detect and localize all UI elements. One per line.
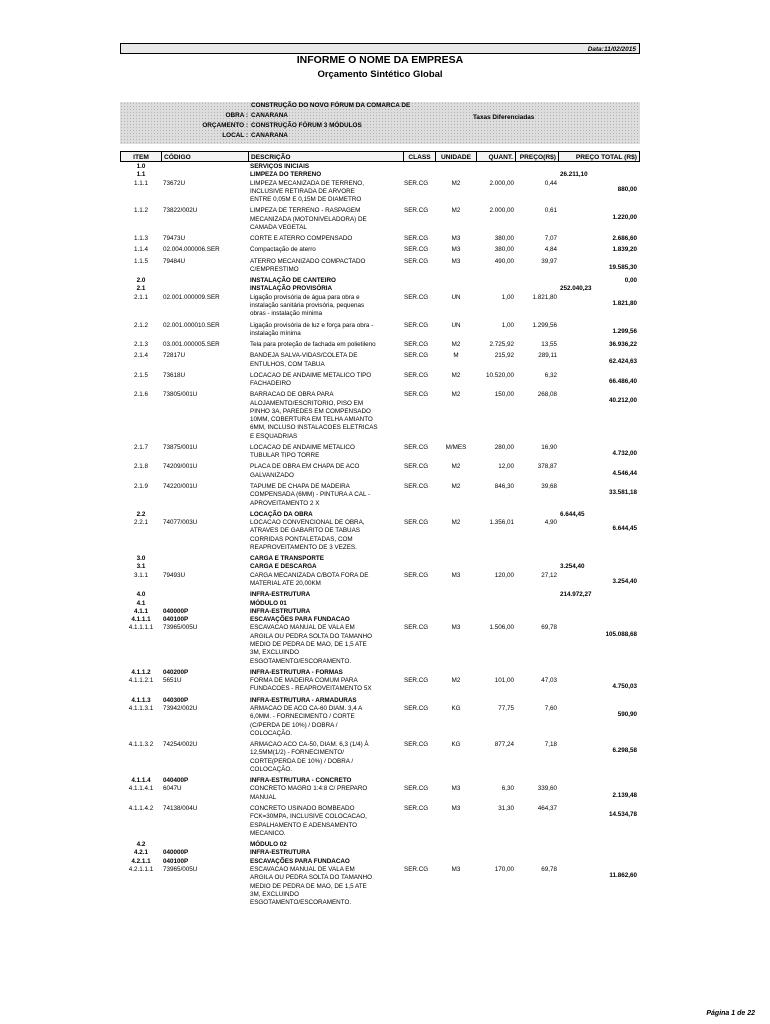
item-unit: M3	[451, 804, 461, 812]
item-number: 4.1.1	[133, 607, 148, 615]
project-info	[120, 102, 640, 144]
item-code: 03.001.000005.SER	[163, 341, 220, 348]
item-unit: KG	[451, 704, 461, 712]
item-class: SER.CG	[404, 179, 429, 187]
item-total: 1.220,00	[612, 213, 637, 221]
col-preco: PREÇO(R$)	[515, 151, 559, 162]
item-description: Tela para proteção de fachada em polietileno	[250, 341, 376, 348]
item-code: 040000P	[163, 607, 189, 615]
item-unit-price: 268,08	[537, 391, 557, 399]
item-description: ATERRO MECANIZADO COMPACTADO	[250, 257, 366, 265]
item-description: ESCAVAÇÕES PARA FUNDACAO	[250, 616, 350, 624]
project-title: CONSTRUÇÃO DO NOVO FÓRUM DA COMARCA DE	[251, 102, 411, 109]
item-code: 73805/001U	[163, 391, 198, 399]
item-description: LOCACAO DE ANDAIME METALICO TIPO	[250, 371, 372, 379]
item-number: 2.1.1	[133, 293, 148, 301]
item-description: ESGOTAMENTO/ESCORAMENTO.	[250, 657, 352, 665]
item-class: SER.CG	[404, 704, 429, 712]
item-description: Ligação provisória de água para obra e	[250, 293, 360, 301]
item-number: 1.1.4	[133, 246, 148, 254]
item-description: COMPENSADA (6MM) - PINTURA A CAL -	[250, 491, 371, 499]
item-description: INSTALAÇÃO PROVISÓRIA	[250, 285, 333, 293]
item-class: SER.CG	[404, 207, 429, 215]
col-descricao: DESCRIÇÃO	[248, 151, 404, 162]
item-quantity: 170,00	[494, 865, 514, 873]
item-total: 4.750,03	[612, 683, 637, 691]
item-number: 2.1.2	[133, 321, 148, 329]
item-description: INFRA-ESTRUTURA - FORMAS	[250, 668, 343, 676]
local-label: LOCAL :	[222, 132, 248, 139]
item-code: 02.004.000006.SER	[163, 246, 220, 254]
item-code: 02.001.000009.SER	[163, 293, 220, 301]
item-quantity: 101,00	[494, 677, 514, 685]
item-code: 73942/002U	[163, 704, 198, 712]
item-total: 1.821,80	[612, 299, 637, 307]
item-description: MANUAL	[250, 793, 277, 801]
item-unit-price: 4,90	[544, 519, 557, 526]
item-unit: M3	[451, 235, 461, 243]
group-total: 26.211,10	[560, 171, 588, 179]
item-description: GALVANIZADO	[250, 471, 294, 479]
item-class: SER.CG	[404, 352, 429, 360]
item-description: FORMA DE MADEIRA COMUM PARA	[250, 677, 358, 685]
item-code: 040000P	[163, 849, 189, 857]
item-class: SER.CG	[404, 235, 429, 243]
item-total: 33.581,18	[608, 489, 637, 497]
item-description: 6MM, INCLUSO INSTALACOES ELETRICAS	[250, 424, 378, 432]
item-total: 6.298,58	[612, 747, 637, 755]
item-description: CARGA E DESCARGA	[250, 563, 317, 571]
item-code: 73672U	[163, 179, 186, 187]
item-quantity: 1,00	[501, 293, 514, 301]
item-number: 1.1.2	[133, 207, 148, 215]
col-item: ITEM	[120, 151, 162, 162]
item-quantity: 280,00	[494, 443, 514, 451]
item-quantity: 1,00	[501, 321, 514, 329]
item-description: ENTULHOS, COM TABUA	[250, 360, 325, 368]
item-unit: UN	[451, 321, 461, 329]
item-total: 1.299,56	[612, 327, 637, 335]
item-description: ARGILA OU PEDRA SOLTA DO TAMANHO	[250, 874, 373, 882]
item-description: ARMACAO ACO CA-50, DIAM. 6,3 (1/4) À	[250, 741, 369, 748]
page-number: Página 1 de 22	[706, 1010, 755, 1017]
item-number: 2.2.1	[133, 519, 148, 526]
item-unit: M2	[451, 179, 461, 187]
item-code: 040300P	[163, 696, 189, 704]
item-class: SER.CG	[404, 624, 429, 632]
item-number: 1.0	[136, 163, 146, 170]
item-quantity: 10.520,00	[485, 371, 514, 379]
item-description: CARGA E TRANSPORTE	[250, 555, 324, 563]
item-description: MÓDULO 02	[250, 841, 287, 848]
item-code: 79473U	[163, 235, 186, 243]
item-unit-price: 39,97	[541, 257, 557, 265]
item-quantity: 1.356,01	[489, 519, 514, 526]
item-description: Ligação provisória de luz e força para obra -	[250, 321, 374, 329]
item-unit: M3	[451, 865, 461, 873]
print-date: Data:11/02/2015	[587, 46, 636, 53]
item-description: C/EMPRESTIMO	[250, 265, 299, 273]
item-unit-price: 0,61	[544, 207, 557, 215]
obra-label: OBRA :	[225, 112, 248, 119]
item-class: SER.CG	[404, 341, 429, 348]
item-code: 040100P	[163, 616, 189, 624]
item-description: MEDIO DE PEDRA DE MAO, DE 1,5 ATE	[250, 641, 367, 648]
item-description: SERVIÇOS INICIAIS	[250, 163, 310, 170]
item-description: E ESQUADRIAS	[250, 432, 298, 440]
item-number: 2.1.5	[133, 371, 148, 379]
item-class: SER.CG	[404, 443, 429, 451]
item-unit: M/MES	[445, 443, 467, 451]
item-number: 2.1.4	[133, 352, 148, 360]
local-value: CANARANA	[251, 132, 288, 139]
item-description: LOCAÇÃO DA OBRA	[250, 510, 313, 518]
item-code: 040200P	[163, 668, 189, 676]
item-quantity: 120,00	[494, 571, 514, 579]
item-description: obras - instalação mínima	[250, 310, 323, 318]
item-number: 2.2	[136, 510, 146, 518]
item-code: 73822/002U	[163, 207, 198, 215]
orcamento-value: CONSTRUÇÃO FÓRUM 3 MÓDULOS	[251, 122, 362, 129]
item-total: 19.585,30	[608, 263, 637, 271]
item-unit: M2	[451, 519, 461, 526]
item-quantity: 1.506,00	[489, 624, 514, 632]
item-code: 040400P	[163, 777, 189, 785]
item-code: 74220/001U	[163, 482, 198, 490]
item-description: PLACA DE OBRA EM CHAPA DE ACO	[250, 463, 360, 471]
item-number: 4.2	[136, 841, 146, 848]
item-code: 74209/001U	[163, 463, 198, 471]
item-description: ARGILA OU PEDRA SOLTA DO TAMANHO	[250, 632, 373, 640]
group-total: 252.040,23	[560, 285, 592, 293]
item-description: ENTRE 0,05M E 0,15M DE DIAMETRO	[250, 196, 362, 204]
item-unit: M2	[451, 677, 461, 685]
item-total: 40.212,00	[608, 397, 637, 405]
item-number: 4.2.1.1	[131, 857, 151, 865]
item-unit-price: 27,12	[541, 571, 557, 579]
item-total: 105.088,68	[605, 630, 637, 638]
item-unit-price: 69,78	[541, 624, 557, 632]
item-description: TUBULAR TIPO TORRE	[250, 452, 320, 460]
item-code: 02.001.000010.SER	[163, 321, 220, 329]
item-unit-price: 47,03	[541, 677, 557, 685]
item-unit-price: 39,68	[541, 482, 557, 490]
item-unit: M3	[451, 571, 461, 579]
item-total: 4.732,00	[612, 450, 637, 458]
item-total: 62.424,63	[608, 358, 637, 366]
group-total: 6.644,45	[560, 510, 585, 518]
item-quantity: 215,92	[494, 352, 514, 360]
item-class: SER.CG	[404, 246, 429, 254]
item-quantity: 846,30	[494, 482, 514, 490]
group-total: 3.254,40	[560, 563, 585, 571]
item-total: 2.686,60	[612, 235, 637, 243]
col-codigo: CÓDIGO	[161, 151, 249, 162]
item-description: MATERIAL ATE 20,00KM	[250, 580, 321, 587]
item-code: 73875/001U	[163, 443, 198, 451]
item-description: COLOCAÇÃO.	[250, 765, 292, 773]
item-number: 4.2.1.1.1	[128, 865, 154, 873]
item-number: 2.1.3	[133, 341, 148, 348]
item-description: CONCRETO MAGRO 1:4:8 C/ PREPARO	[250, 785, 368, 793]
item-code: 73965/005U	[163, 865, 198, 873]
item-description: CARGA MECANIZADA C/BOTA FORA DE	[250, 571, 369, 579]
item-description: CAMADA VEGETAL	[250, 224, 307, 231]
item-total: 11.862,60	[609, 872, 637, 880]
item-quantity: 150,00	[494, 391, 514, 399]
item-class: SER.CG	[404, 463, 429, 471]
item-total: 66.486,40	[608, 377, 637, 385]
item-description: LOCACAO DE ANDAIME METALICO	[250, 443, 355, 451]
item-number: 1.1.5	[133, 257, 148, 265]
item-code: 5651U	[163, 677, 182, 685]
item-description: 3M, EXCLUINDO	[250, 890, 299, 898]
item-quantity: 6,30	[501, 785, 514, 793]
item-unit-price: 16,90	[541, 443, 557, 451]
item-total: 590,90	[617, 711, 637, 719]
item-number: 4.1.1.1	[131, 616, 151, 624]
item-quantity: 31,30	[498, 804, 514, 812]
date-box	[120, 43, 640, 54]
item-description: INFRA-ESTRUTURA	[250, 607, 311, 615]
item-description: 6,0MM. - FORNECIMENTO / CORTE	[250, 713, 355, 721]
item-code: 73618U	[163, 371, 186, 379]
item-code: 6047U	[163, 785, 182, 793]
item-description: FACHADEIRO	[250, 380, 291, 387]
group-total: 214.972,27	[560, 591, 592, 599]
item-description: MECANIZADA (MOTONIVELADORA) DE	[250, 215, 367, 223]
item-number: 2.0	[136, 277, 146, 285]
item-unit: M2	[451, 463, 461, 471]
item-total: 4.546,44	[612, 469, 637, 477]
item-description: CONCRETO USINADO BOMBEADO	[250, 804, 355, 812]
item-unit: UN	[451, 293, 461, 301]
item-description: MECANICO.	[250, 829, 286, 837]
item-number: 4.1.1.4.2	[128, 804, 154, 812]
item-description: (C/PERDA DE 10%) / DOBRA /	[250, 721, 338, 729]
item-description: ESGOTAMENTO/ESCORAMENTO.	[250, 899, 352, 907]
item-class: SER.CG	[404, 391, 429, 399]
item-code: 74254/002U	[163, 741, 198, 748]
item-number: 2.1.8	[133, 463, 148, 471]
item-description: instalação sanitária provisória, pequenas	[250, 302, 365, 309]
item-description: LIMPEZA DO TERRENO	[250, 171, 322, 179]
item-unit-price: 464,37	[537, 804, 557, 812]
item-total: 0,00	[624, 277, 637, 285]
item-class: SER.CG	[404, 804, 429, 812]
item-description: ESCAVACAO MANUAL DE VALA EM	[250, 624, 355, 632]
item-description: ESCAVAÇÕES PARA FUNDACAO	[250, 857, 350, 865]
item-class: SER.CG	[404, 741, 429, 748]
item-description: CORTE E ATERRO COMPENSADO	[250, 235, 353, 243]
item-code: 74138/004U	[163, 804, 198, 812]
item-class: SER.CG	[404, 321, 429, 329]
item-description: ARMACAO DE ACO CA-60 DIAM. 3,4 A	[250, 704, 363, 712]
item-total: 880,00	[617, 185, 637, 193]
item-unit-price: 13,55	[541, 341, 557, 348]
item-unit-price: 6,32	[544, 371, 557, 379]
item-number: 2.1.9	[133, 482, 148, 490]
item-unit: M3	[451, 785, 461, 793]
item-description: Compactação de aterro	[250, 246, 316, 254]
item-number: 4.1.1.1.1	[128, 624, 154, 632]
item-unit-price: 1.821,80	[532, 293, 557, 301]
item-description: FCK=30MPA, INCLUSIVE COLOCACAO,	[250, 813, 367, 821]
item-unit-price: 378,87	[537, 463, 557, 471]
item-description: FUNDACOES - REAPROVEITAMENTO 5X	[250, 685, 372, 693]
item-description: instalação mínima	[250, 329, 301, 337]
item-description: INFRA-ESTRUTURA	[250, 591, 311, 599]
item-code: 040100P	[163, 857, 189, 865]
item-number: 4.1.1.2	[131, 668, 151, 676]
item-description: PINHO 3A, PAREDES EM COMPENSADO	[250, 407, 371, 415]
item-number: 2.1.6	[133, 391, 148, 399]
item-total: 1.839,20	[612, 246, 637, 254]
item-unit: M3	[451, 246, 461, 254]
obra-value: CANARANA	[251, 112, 288, 119]
item-description: ALOJAMENTO/ESCRITORIO, PISO EM	[250, 399, 364, 407]
item-code: 72817U	[163, 352, 186, 360]
item-code: 73965/005U	[163, 624, 198, 632]
item-unit-price: 289,11	[538, 352, 557, 360]
item-number: 3.1	[136, 563, 146, 571]
item-code: 79493U	[163, 571, 186, 579]
report-title: Orçamento Sintético Global	[317, 69, 443, 80]
item-unit: M2	[451, 391, 461, 399]
item-description: LIMPEZA DE TERRENO - RASPAGEM	[250, 207, 361, 215]
item-number: 2.1	[136, 285, 146, 293]
item-unit-price: 7,07	[544, 235, 557, 243]
item-description: ATRAVES DE GABARITO DE TABUAS	[250, 527, 360, 535]
item-unit: M2	[451, 482, 461, 490]
item-description: ESPALHAMENTO E ADENSAMENTO	[250, 821, 358, 829]
item-quantity: 77,75	[498, 704, 514, 712]
item-description: INFRA-ESTRUTURA	[250, 849, 311, 857]
item-quantity: 490,00	[494, 257, 514, 265]
company-name: INFORME O NOME DA EMPRESA	[296, 54, 464, 66]
item-number: 2.1.7	[133, 443, 148, 451]
item-description: CORTE(PERDA DE 10%) / DOBRA /	[250, 757, 354, 765]
item-unit-price: 1.299,56	[532, 321, 557, 329]
item-description: 10MM, COBERTURA EM TELHA AMIANTO	[250, 416, 373, 424]
col-class: CLASS	[403, 151, 436, 162]
col-total: PREÇO TOTAL (R$)	[558, 151, 640, 162]
taxas-label: Taxas Diferenciadas	[473, 114, 535, 121]
item-number: 3.1.1	[133, 571, 148, 579]
item-quantity: 2.725,92	[489, 341, 514, 348]
item-number: 4.1.1.3	[131, 696, 151, 704]
item-unit-price: 7,18	[544, 741, 557, 748]
item-description: 3M, EXCLUINDO	[250, 649, 299, 657]
item-class: SER.CG	[404, 785, 429, 793]
item-number: 4.0	[136, 591, 146, 599]
item-number: 1.1.1	[133, 179, 148, 187]
item-total: 2.139,48	[612, 791, 637, 799]
item-unit: KG	[451, 741, 461, 748]
item-class: SER.CG	[404, 865, 429, 873]
item-unit-price: 0,44	[544, 179, 557, 187]
item-description: ESCAVACAO MANUAL DE VALA EM	[250, 865, 355, 873]
item-description: 12,5MM(1/2) - FORNECIMENTO/	[250, 749, 344, 757]
item-code: 74077/003U	[163, 519, 198, 526]
item-unit: M3	[451, 257, 461, 265]
item-total: 3.254,40	[612, 577, 637, 585]
item-class: SER.CG	[404, 371, 429, 379]
col-quant: QUANT.	[476, 151, 516, 162]
item-class: SER.CG	[404, 677, 429, 685]
item-quantity: 380,00	[494, 235, 514, 243]
item-number: 1.1.3	[133, 235, 148, 243]
item-description: BANDEJA SALVA-VIDAS/COLETA DE	[250, 352, 358, 360]
item-number: 4.1.1.2.1	[128, 677, 154, 685]
item-unit-price: 69,78	[541, 865, 557, 873]
item-number: 4.1.1.4	[131, 777, 151, 785]
item-description: LOCACAO CONVENCIONAL DE OBRA,	[250, 519, 365, 526]
item-unit-price: 4,84	[544, 246, 557, 254]
item-description: COLOCAÇÃO.	[250, 729, 292, 737]
item-description: INCLUSIVE RETIRADA DE ARVORE	[250, 187, 355, 195]
item-description: TAPUME DE CHAPA DE MADEIRA	[250, 482, 350, 490]
item-unit: M3	[451, 624, 461, 632]
item-total: 14.534,78	[608, 811, 637, 819]
item-description: INFRA-ESTRUTURA - CONCRETO	[250, 777, 352, 785]
item-description: REAPROVEITAMENTO DE 3 VEZES.	[250, 543, 357, 551]
item-unit-price: 339,60	[537, 785, 557, 793]
item-description: INSTALAÇÃO DE CANTEIRO	[250, 277, 336, 285]
item-number: 3.0	[136, 555, 146, 563]
item-quantity: 2.000,00	[489, 207, 514, 215]
item-description: MÓDULO 01	[250, 599, 287, 607]
item-number: 4.1.1.4.1	[128, 785, 154, 793]
item-number: 4.1.1.3.2	[128, 741, 154, 748]
item-class: SER.CG	[404, 293, 429, 301]
item-description: INFRA-ESTRUTURA - ARMADURAS	[250, 696, 357, 704]
col-unidade: UNIDADE	[435, 151, 477, 162]
item-code: 79484U	[163, 257, 186, 265]
item-class: SER.CG	[404, 571, 429, 579]
item-unit: M2	[451, 341, 461, 348]
item-number: 4.2.1	[133, 849, 148, 857]
item-quantity: 2.000,00	[489, 179, 514, 187]
item-total: 6.644,45	[612, 525, 637, 533]
item-class: SER.CG	[404, 257, 429, 265]
item-unit: M	[453, 352, 459, 360]
item-quantity: 877,24	[494, 741, 514, 748]
item-description: MEDIO DE PEDRA DE MAO, DE 1,5 ATE	[250, 882, 367, 890]
item-total: 36.936,22	[608, 341, 637, 348]
item-unit: M2	[451, 207, 461, 215]
item-class: SER.CG	[404, 482, 429, 490]
orcamento-label: ORÇAMENTO :	[202, 122, 248, 129]
item-unit-price: 7,60	[544, 704, 557, 712]
item-quantity: 380,00	[494, 246, 514, 254]
item-description: LIMPEZA MECANIZADA DE TERRENO,	[250, 179, 364, 187]
item-unit: M2	[451, 371, 461, 379]
item-class: SER.CG	[404, 519, 429, 526]
item-quantity: 12,00	[498, 463, 514, 471]
item-description: CORRIDAS PONTALETADAS, COM	[250, 535, 353, 543]
item-description: BARRACAO DE OBRA PARA	[250, 391, 334, 399]
item-number: 4.1.1.3.1	[128, 704, 154, 712]
item-number: 1.1	[136, 171, 146, 179]
item-description: APROVEITAMENTO 2 X	[250, 499, 320, 507]
item-number: 4.1	[136, 599, 146, 607]
